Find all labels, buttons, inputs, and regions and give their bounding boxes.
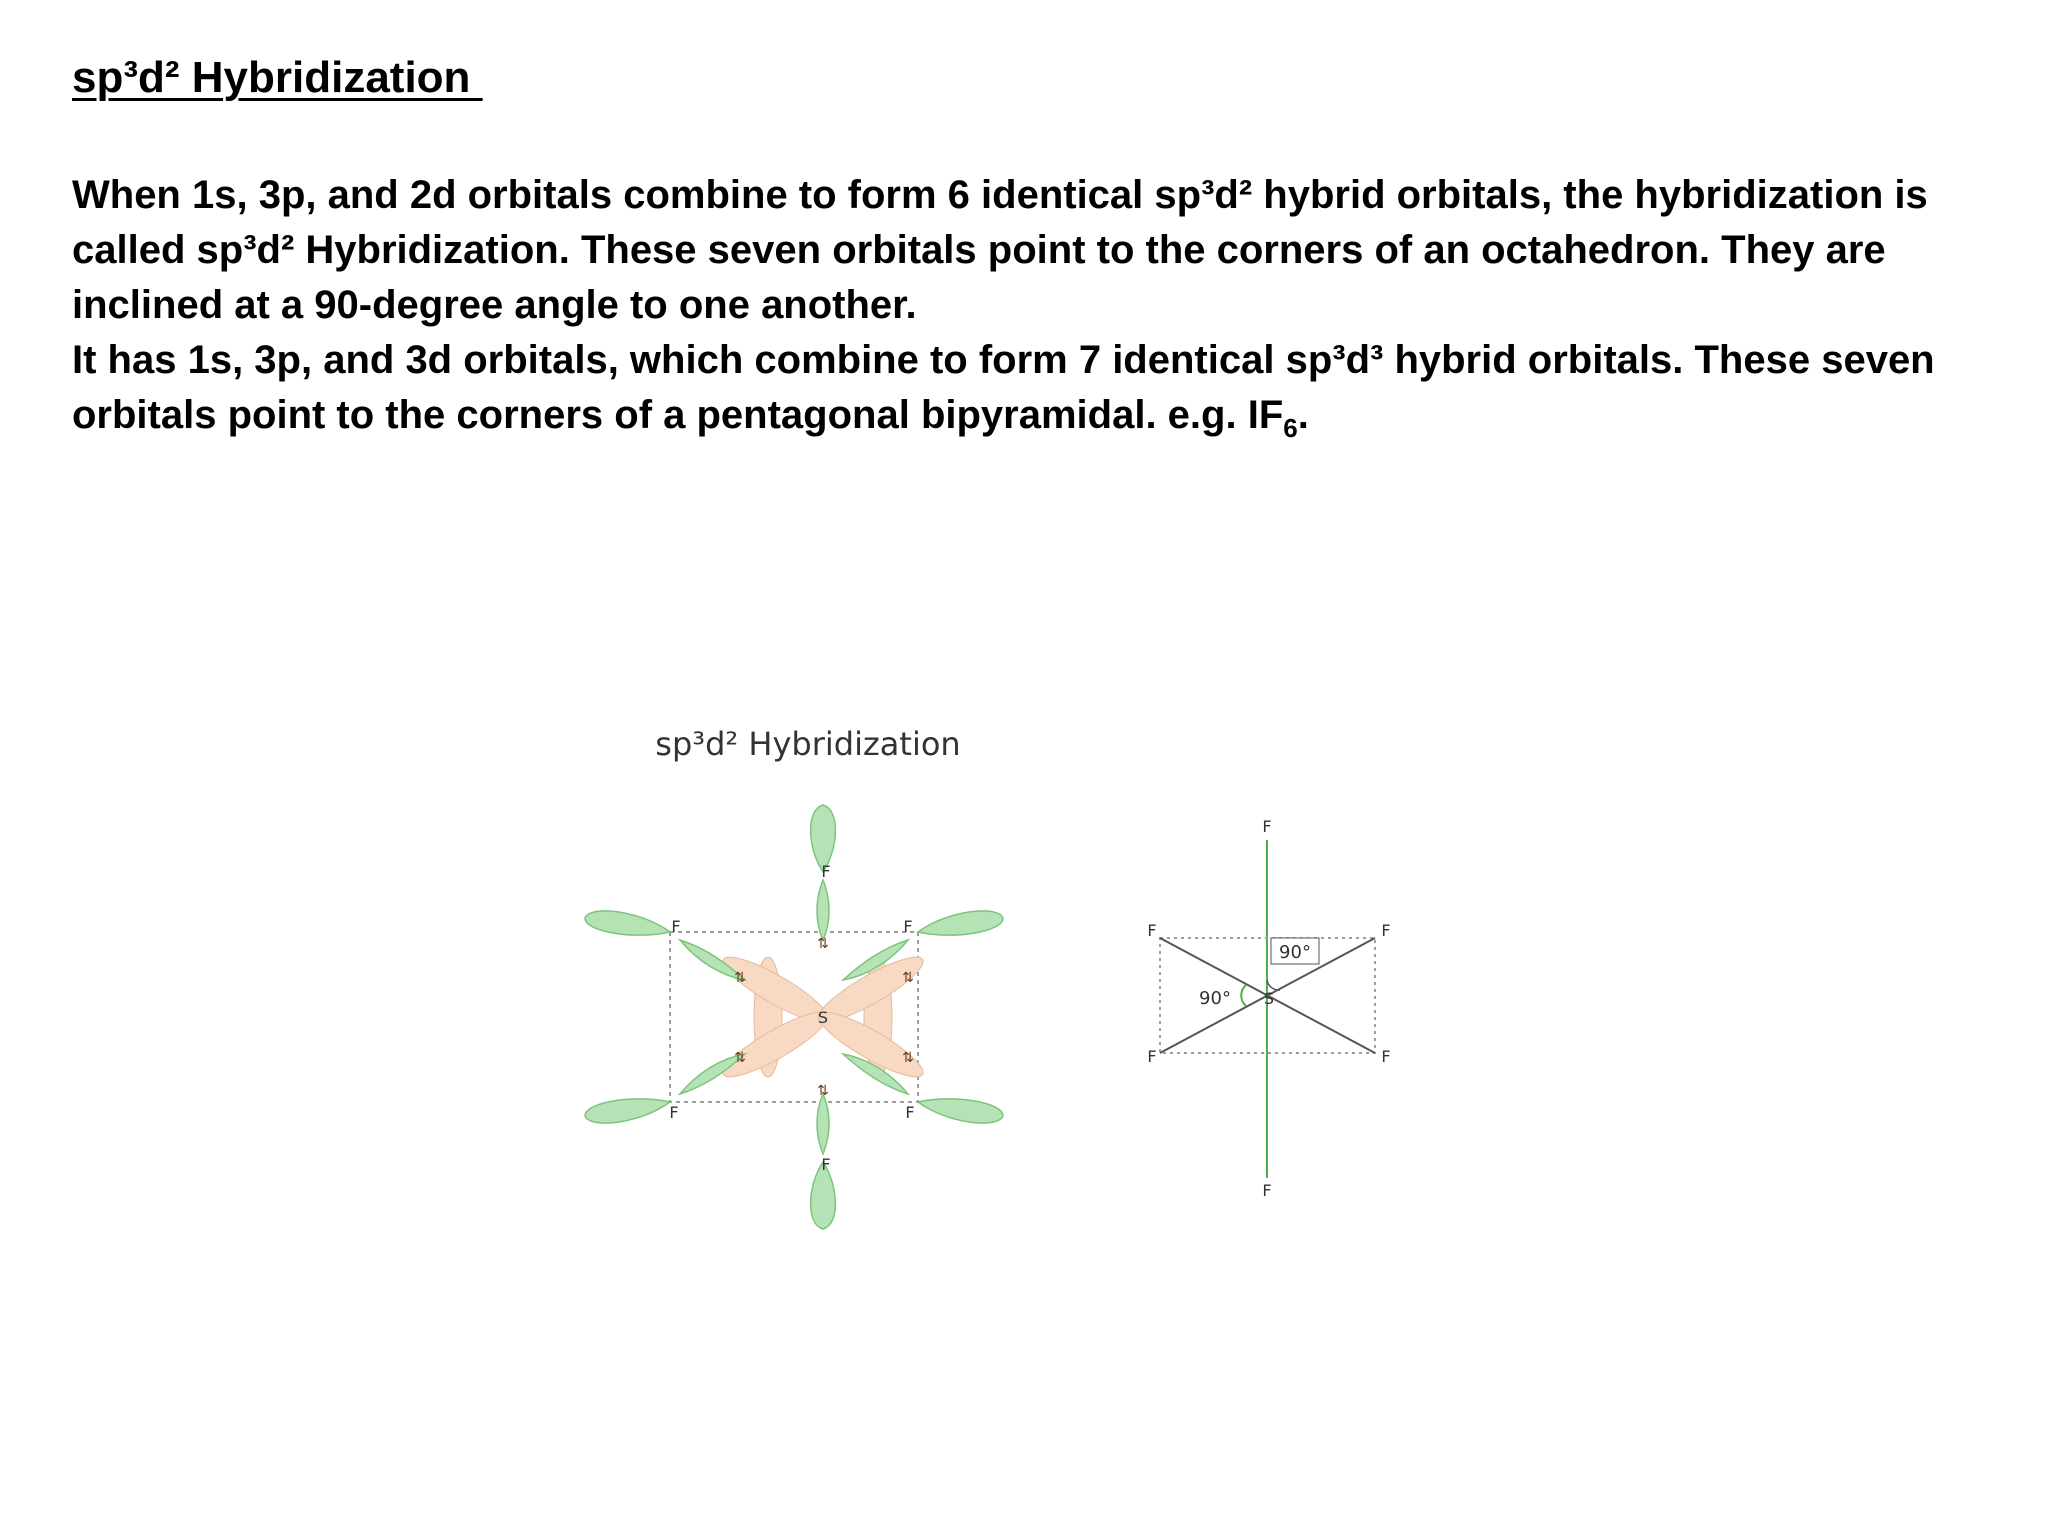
paragraph-octahedral: When 1s, 3p, and 2d orbitals combine to form 6 identical sp³d² hybrid orbitals, the hybridization is called sp³d² Hybridization. These seven orbitals point to the corners of an octahedron. They are inclined at a 90-degree angle to one another.: [72, 173, 1928, 327]
f-label-upper-right: F: [903, 917, 913, 936]
hybridization-figure: [540, 700, 1460, 1260]
angle-label-left: 90°: [1199, 988, 1231, 1009]
diagram-title: sp³d² Hybridization: [655, 725, 961, 763]
electron-pair-upper-right: ⇅: [902, 970, 914, 986]
lobe-bottom-inner: [817, 1094, 829, 1154]
geometry-f-upper-left: F: [1147, 921, 1157, 940]
f-label-lower-left: F: [669, 1103, 679, 1122]
lobe-lower-left: [585, 1099, 670, 1123]
electron-pair-lower-right: ⇅: [902, 1050, 914, 1066]
geometry-f-upper-right: F: [1381, 921, 1391, 940]
lobe-upper-right: [918, 911, 1003, 935]
octahedral-geometry-figure: [1147, 817, 1390, 1200]
slide-title: [72, 48, 483, 108]
geometry-f-lower-right: F: [1381, 1047, 1391, 1066]
if6-subscript: 6: [1283, 413, 1298, 443]
electron-pair-bottom: ⇅: [817, 1083, 829, 1099]
paragraph-pentagonal: [72, 333, 1992, 456]
f-label-top: F: [821, 862, 831, 881]
geometry-f-bottom: F: [1262, 1181, 1272, 1200]
geometry-f-lower-left: F: [1147, 1047, 1157, 1066]
paragraph-pentagonal-text: It has 1s, 3p, and 3d orbitals, which combine to form 7 identical sp³d³ hybrid orbitals. These seven orbitals point to the corners of a pentagonal bipyramidal. e.g. IF: [72, 338, 1935, 437]
angle-label-top: 90°: [1279, 942, 1311, 963]
lobe-upper-left: [585, 911, 670, 935]
slide-title-text: sp³d² Hybridization: [72, 53, 483, 102]
central-atom-s: S: [817, 1008, 829, 1027]
electron-pair-lower-left: ⇅: [734, 1050, 746, 1066]
geometry-f-top: F: [1262, 817, 1272, 836]
hybridization-diagram-svg: [540, 700, 1460, 1260]
outer-lobes: [585, 805, 1003, 1229]
geometry-central-atom-s: S: [1263, 989, 1275, 1008]
electron-pair-upper-left: ⇅: [734, 970, 746, 986]
body-text: [72, 168, 1992, 456]
lobe-lower-right: [918, 1099, 1003, 1123]
electron-pair-top: ⇅: [817, 936, 829, 952]
octahedral-orbital-figure: [585, 805, 1003, 1229]
f-label-lower-right: F: [905, 1103, 915, 1122]
angle-arc-left: [1241, 985, 1246, 1006]
f-label-bottom: F: [821, 1155, 831, 1174]
paragraph-end-period: .: [1297, 393, 1309, 437]
f-label-upper-left: F: [671, 917, 681, 936]
lobe-top-inner: [817, 880, 829, 940]
